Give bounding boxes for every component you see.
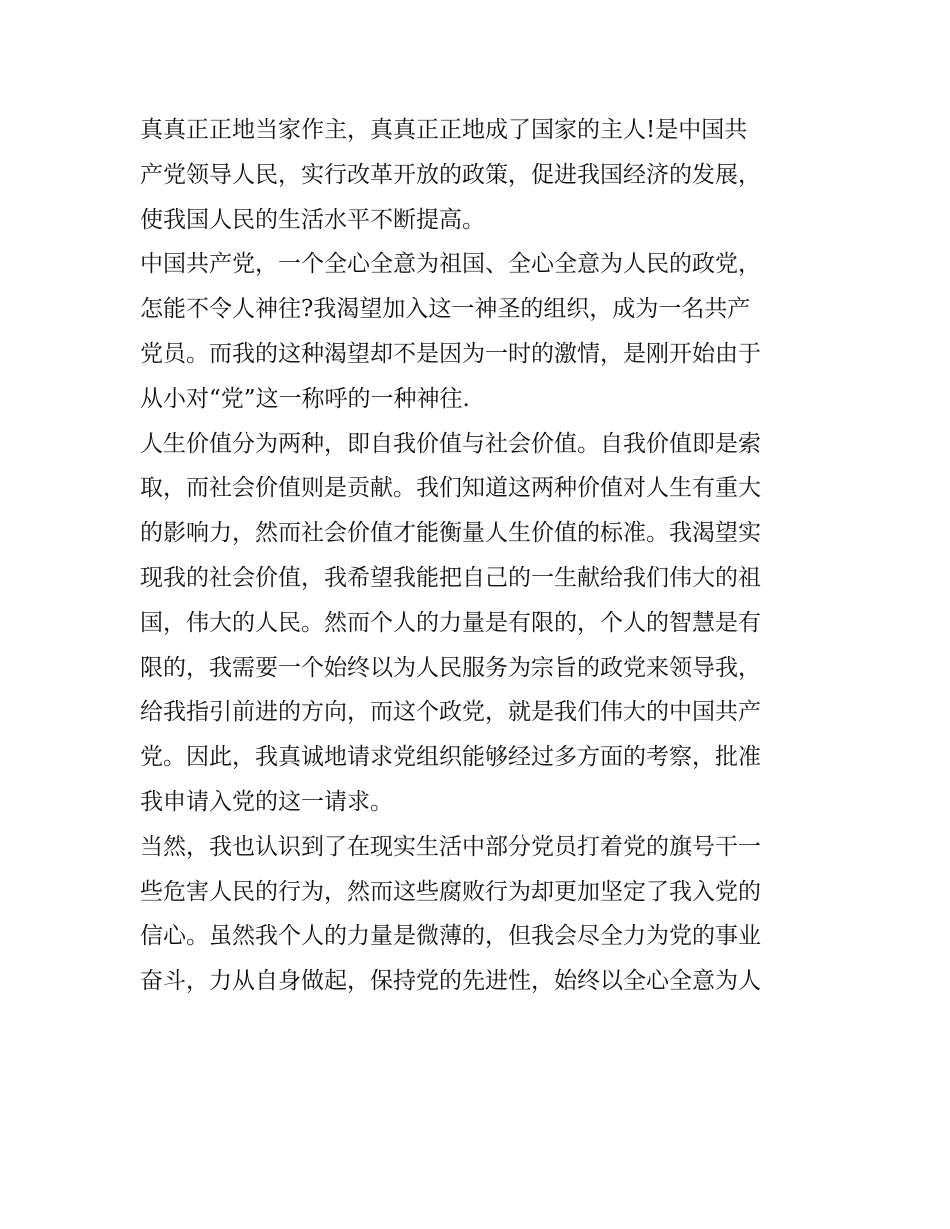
paragraph-1 bbox=[140, 108, 812, 242]
text-line: 给我指引前进的方向，而这个政党，就是我们伟大的中国共产 bbox=[140, 699, 761, 726]
paragraph-3 bbox=[140, 422, 812, 825]
paragraph-4 bbox=[140, 825, 812, 1004]
text-line: 中国共产党，一个全心全意为祖国、全心全意为人民的政党， bbox=[140, 251, 761, 278]
text-line: 信心。虽然我个人的力量是微薄的，但我会尽全力为党的事业 bbox=[140, 923, 761, 950]
paragraph-2 bbox=[140, 242, 812, 421]
text-line: 从小对“党”这一称呼的一种神往. bbox=[140, 385, 470, 412]
text-line: 怎能不令人神往?我渴望加入这一神圣的组织，成为一名共产 bbox=[140, 296, 751, 323]
document-body bbox=[140, 108, 812, 1004]
text-line: 限的，我需要一个始终以为人民服务为宗旨的政党来领导我， bbox=[140, 654, 761, 681]
text-line: 人生价值分为两种，即自我价值与社会价值。自我价值即是索 bbox=[140, 430, 761, 457]
text-line: 党员。而我的这种渴望却不是因为一时的激情，是刚开始由于 bbox=[140, 340, 761, 367]
text-line: 现我的社会价值，我希望我能把自己的一生献给我们伟大的祖 bbox=[140, 564, 761, 591]
text-line: 党。因此，我真诚地请求党组织能够经过多方面的考察，批准 bbox=[140, 744, 761, 771]
text-line: 使我国人民的生活水平不断提高。 bbox=[140, 206, 485, 233]
text-line: 的影响力，然而社会价值才能衡量人生价值的标准。我渴望实 bbox=[140, 520, 761, 547]
text-line: 国，伟大的人民。然而个人的力量是有限的，个人的智慧是有 bbox=[140, 609, 761, 636]
text-line: 奋斗，力从自身做起，保持党的先进性，始终以全心全意为人 bbox=[140, 968, 761, 995]
text-line: 我申请入党的这一请求。 bbox=[140, 788, 393, 815]
text-line: 些危害人民的行为，然而这些腐败行为却更加坚定了我入党的 bbox=[140, 878, 761, 905]
text-line: 真真正正地当家作主，真真正正地成了国家的主人!是中国共 bbox=[140, 117, 748, 143]
text-line: 取，而社会价值则是贡献。我们知道这两种价值对人生有重大 bbox=[140, 475, 761, 502]
text-line: 产党领导人民，实行改革开放的政策，促进我国经济的发展， bbox=[140, 161, 761, 188]
text-line: 当然，我也认识到了在现实生活中部分党员打着党的旗号干一 bbox=[140, 833, 761, 860]
